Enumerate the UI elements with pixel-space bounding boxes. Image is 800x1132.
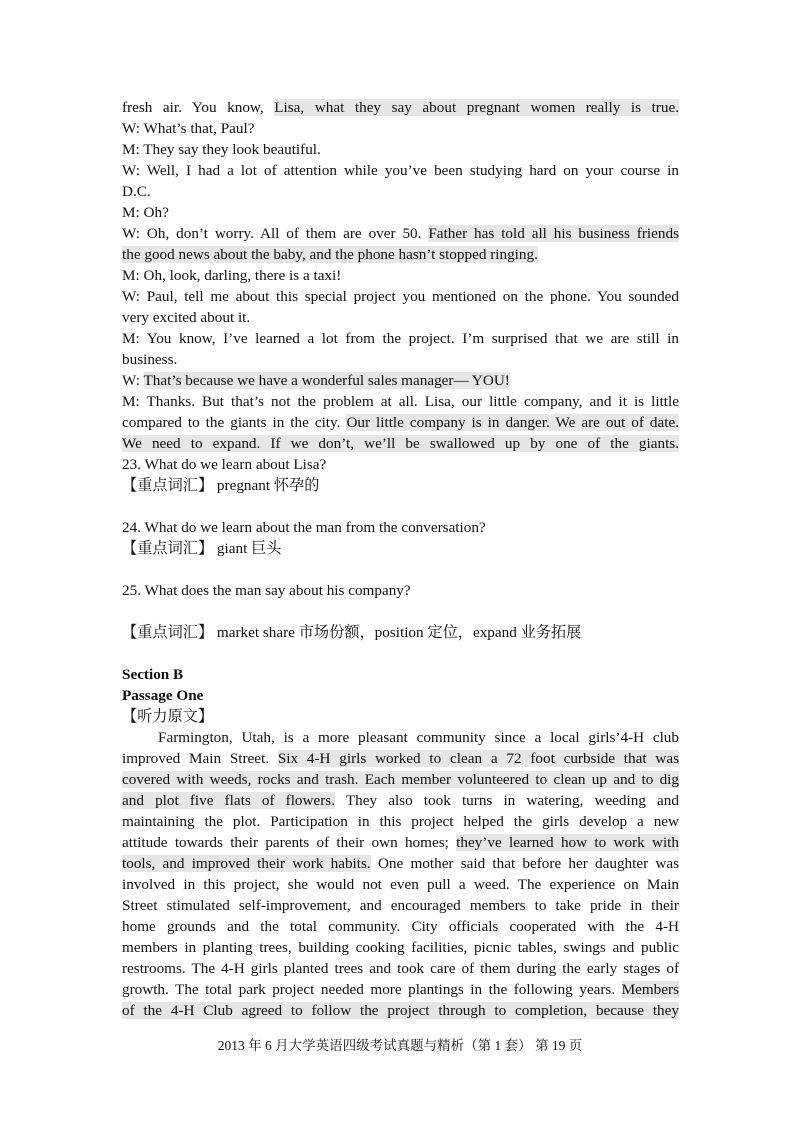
text-line <box>122 244 679 265</box>
text-line <box>122 1000 679 1021</box>
text-segment: business. <box>122 351 178 368</box>
blank-line <box>122 496 679 517</box>
highlighted-text: the good news about the baby, and the phone hasn’t stopped ringing. <box>122 246 538 263</box>
text-segment: One mother said that before her daughter was <box>370 855 679 872</box>
highlighted-text: and plot five flats of flowers. <box>122 792 335 809</box>
page-footer: 2013 年 6 月大学英语四级考试真题与精析（第 1 套） 第 19 页 <box>217 1038 583 1053</box>
text-line <box>122 370 679 391</box>
highlighted-text: of the 4-H Club agreed to follow the project through to completion, because they <box>122 1002 679 1019</box>
text-segment: W: Well, I had a lot of attention while you’ve been studying hard on your course in <box>122 162 679 179</box>
text-line <box>122 874 679 895</box>
text-line <box>122 937 679 958</box>
text-line <box>122 433 679 454</box>
highlighted-text: That’s because we have a wonderful sales manager— YOU! <box>143 372 510 389</box>
highlighted-text: Members <box>621 981 679 998</box>
text-line <box>122 769 679 790</box>
highlighted-text: We need to expand. If we don’t, we’ll be swallowed up by one of the giants. <box>122 435 679 452</box>
text-segment: W: What’s that, Paul? <box>122 120 255 137</box>
text-line <box>122 328 679 349</box>
text-line <box>122 412 679 433</box>
text-segment: fresh air. You know, <box>122 99 275 116</box>
text-line <box>122 160 679 181</box>
text-line <box>122 853 679 874</box>
text-line <box>122 958 679 979</box>
blank-line <box>122 601 679 622</box>
question-25: 25. What does the man say about his company? <box>122 582 411 599</box>
text-line <box>122 832 679 853</box>
text-line <box>122 307 679 328</box>
text-line <box>122 391 679 412</box>
passage-text <box>122 727 679 1021</box>
text-segment: compared to the giants in the city. <box>122 414 347 431</box>
text-segment: home grounds and the total community. City officials cooperated with the 4-H <box>122 918 679 935</box>
text-line <box>122 811 679 832</box>
text-segment: involved in this project, she would not even pull a weed. The experience on Main <box>122 876 679 893</box>
text-segment: They also took turns in watering, weeding and <box>335 792 679 809</box>
text-line <box>122 97 679 118</box>
question-23: 23. What do we learn about Lisa? <box>122 456 327 473</box>
highlighted-text: Our little company is in danger. We are out of date. <box>346 414 679 431</box>
text-segment: members in planting trees, building cooking facilities, picnic tables, swings and public <box>122 939 679 956</box>
text-line <box>122 979 679 1000</box>
text-segment: M: Oh, look, darling, there is a taxi! <box>122 267 342 284</box>
text-segment: W: Oh, don’t worry. All of them are over 50. <box>122 225 429 242</box>
text-segment: improved Main Street. <box>122 750 278 767</box>
text-line <box>122 223 679 244</box>
text-line <box>122 286 679 307</box>
text-segment: maintaining the plot. Participation in this project helped the girls develop a new <box>122 813 679 830</box>
text-segment: D.C. <box>122 183 151 200</box>
text-line <box>122 139 679 160</box>
text-line <box>122 895 679 916</box>
vocab-24: 【重点词汇】 giant 巨头 <box>122 540 282 557</box>
highlighted-text: they’ve learned how to work with <box>456 834 679 851</box>
highlighted-text: covered with weeds, rocks and trash. Each member volunteered to clean up and to dig <box>122 771 679 788</box>
text-segment: W: <box>122 372 144 389</box>
vocab-23: 【重点词汇】 pregnant 怀孕的 <box>122 477 320 494</box>
text-segment: attitude towards their parents of their own homes; <box>122 834 457 851</box>
text-line <box>122 916 679 937</box>
vocab-25: 【重点词汇】 market share 市场份额，position 定位，expand 业务拓展 <box>122 624 582 641</box>
text-segment: W: Paul, tell me about this special project you mentioned on the phone. You sounded <box>122 288 679 305</box>
highlighted-text: Six 4-H girls worked to clean a 72 foot curbside that was <box>277 750 679 767</box>
question-24: 24. What do we learn about the man from the conversation? <box>122 519 486 536</box>
text-line <box>122 181 679 202</box>
text-segment: M: Oh? <box>122 204 169 221</box>
text-line <box>122 349 679 370</box>
highlighted-text: tools, and improved their work habits. <box>122 855 371 872</box>
text-segment: very excited about it. <box>122 309 251 326</box>
highlighted-text: Father has told all his business friends <box>428 225 679 242</box>
text-segment: Street stimulated self-improvement, and encouraged members to take pride in their <box>122 897 679 914</box>
section-title: Section B <box>122 666 184 683</box>
text-segment: M: They say they look beautiful. <box>122 141 321 158</box>
text-segment: Farmington, Utah, is a more pleasant community since a local girls’4-H club <box>158 729 679 746</box>
page-content <box>122 97 679 1021</box>
text-line <box>122 265 679 286</box>
text-segment: restrooms. The 4-H girls planted trees and took care of them during the early stages of <box>122 960 679 977</box>
dialogue-transcript <box>122 97 679 454</box>
text-segment: growth. The total park project needed more plantings in the following years. <box>122 981 622 998</box>
blank-line <box>122 559 679 580</box>
text-line <box>122 790 679 811</box>
passage-title: Passage One <box>122 687 204 704</box>
text-line <box>122 118 679 139</box>
highlighted-text: Lisa, what they say about pregnant women really is true. <box>274 99 679 116</box>
text-line <box>122 727 679 748</box>
blank-line <box>122 643 679 664</box>
text-line <box>122 748 679 769</box>
text-segment: M: Thanks. But that’s not the problem at all. Lisa, our little company, and it is little <box>122 393 679 410</box>
text-line <box>122 202 679 223</box>
transcript-label: 【听力原文】 <box>122 708 214 725</box>
text-segment: M: You know, I’ve learned a lot from the project. I’m surprised that we are still in <box>122 330 679 347</box>
